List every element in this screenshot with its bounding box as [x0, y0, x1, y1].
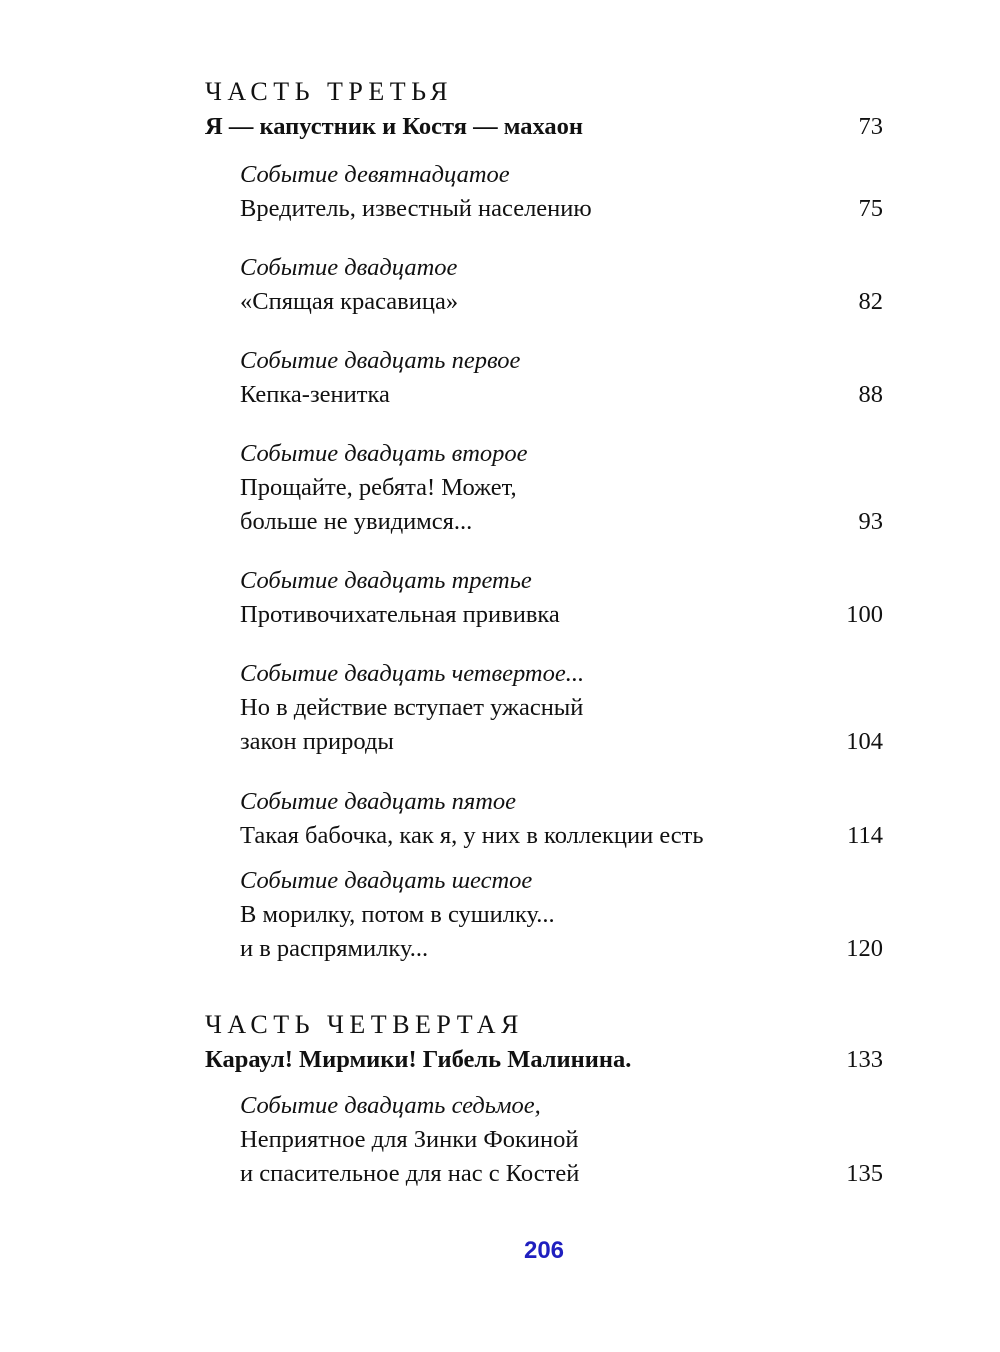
- chapter-line: [240, 505, 883, 539]
- toc-entry: [240, 564, 883, 632]
- chapter-title: В морилку, потом в сушилку...: [240, 901, 555, 928]
- event-label: Событие двадцать второе: [240, 440, 528, 467]
- chapter-line: [240, 691, 883, 725]
- chapter-line: [240, 378, 883, 412]
- event-label: Событие двадцать седьмое,: [240, 1092, 541, 1119]
- chapter-line: [240, 819, 883, 853]
- page-number: 104: [846, 728, 883, 755]
- event-label: Событие девятнадцатое: [240, 161, 510, 188]
- event-label: Событие двадцать первое: [240, 347, 521, 374]
- page-number: 75: [858, 195, 883, 222]
- chapter-title: закон природы: [240, 728, 394, 755]
- part-title-text: Я — капустник и Костя — махаон: [205, 113, 584, 140]
- chapter-title: Противочихательная прививка: [240, 601, 560, 628]
- page-number: 114: [847, 822, 883, 849]
- chapter-line: [240, 1123, 883, 1157]
- chapter-title: Неприятное для Зинки Фокиной: [240, 1126, 579, 1153]
- toc-entry: [240, 657, 883, 759]
- event-label: Событие двадцать четвертое...: [240, 660, 585, 687]
- chapter-title: Прощайте, ребята! Может,: [240, 474, 517, 501]
- page-number: 135: [846, 1160, 883, 1187]
- chapter-line: [240, 898, 883, 932]
- chapter-line: [240, 471, 883, 505]
- part-heading: ЧАСТЬ ЧЕТВЕРТАЯ: [205, 1010, 524, 1039]
- toc-entry: [240, 437, 883, 539]
- part-title: [205, 1045, 883, 1075]
- page-number: 88: [858, 381, 883, 408]
- chapter-title: больше не увидимся...: [240, 508, 473, 535]
- part-title: [205, 112, 883, 142]
- chapter-line: [240, 285, 883, 319]
- page-number: 93: [858, 508, 883, 535]
- page-number: 133: [846, 1046, 883, 1073]
- part-heading: ЧАСТЬ ТРЕТЬЯ: [205, 77, 454, 106]
- chapter-title: Вредитель, известный населению: [240, 195, 592, 222]
- toc-entry: [240, 344, 883, 412]
- page-number: 120: [846, 935, 883, 962]
- event-label: Событие двадцать пятое: [240, 788, 517, 815]
- chapter-line: [240, 932, 883, 966]
- page-number: 73: [858, 113, 883, 140]
- chapter-title: Кепка-зенитка: [240, 381, 390, 408]
- chapter-title: Но в действие вступает ужасный: [240, 694, 584, 721]
- chapter-line: [240, 1157, 883, 1191]
- event-label: Событие двадцатое: [240, 254, 458, 281]
- toc-entry: [240, 158, 883, 226]
- chapter-title: Такая бабочка, как я, у них в коллекции есть: [240, 822, 704, 849]
- chapter-title: «Спящая красавица»: [240, 288, 459, 315]
- chapter-line: [240, 598, 883, 632]
- toc-entry: [240, 1089, 883, 1191]
- chapter-line: [240, 725, 883, 759]
- page-number: 100: [846, 601, 883, 628]
- toc-entry: [240, 785, 883, 853]
- toc-entry: [240, 864, 883, 966]
- page-number: 82: [858, 288, 883, 315]
- event-label: Событие двадцать третье: [240, 567, 532, 594]
- event-label: Событие двадцать шестое: [240, 867, 533, 894]
- toc-entry: [240, 251, 883, 319]
- chapter-title: и спасительное для нас с Костей: [240, 1160, 580, 1187]
- chapter-line: [240, 192, 883, 226]
- chapter-title: и в распрямилку...: [240, 935, 429, 962]
- part-title-text: Караул! Мирмики! Гибель Малинина.: [205, 1046, 632, 1073]
- page-folio: 206: [523, 1237, 565, 1264]
